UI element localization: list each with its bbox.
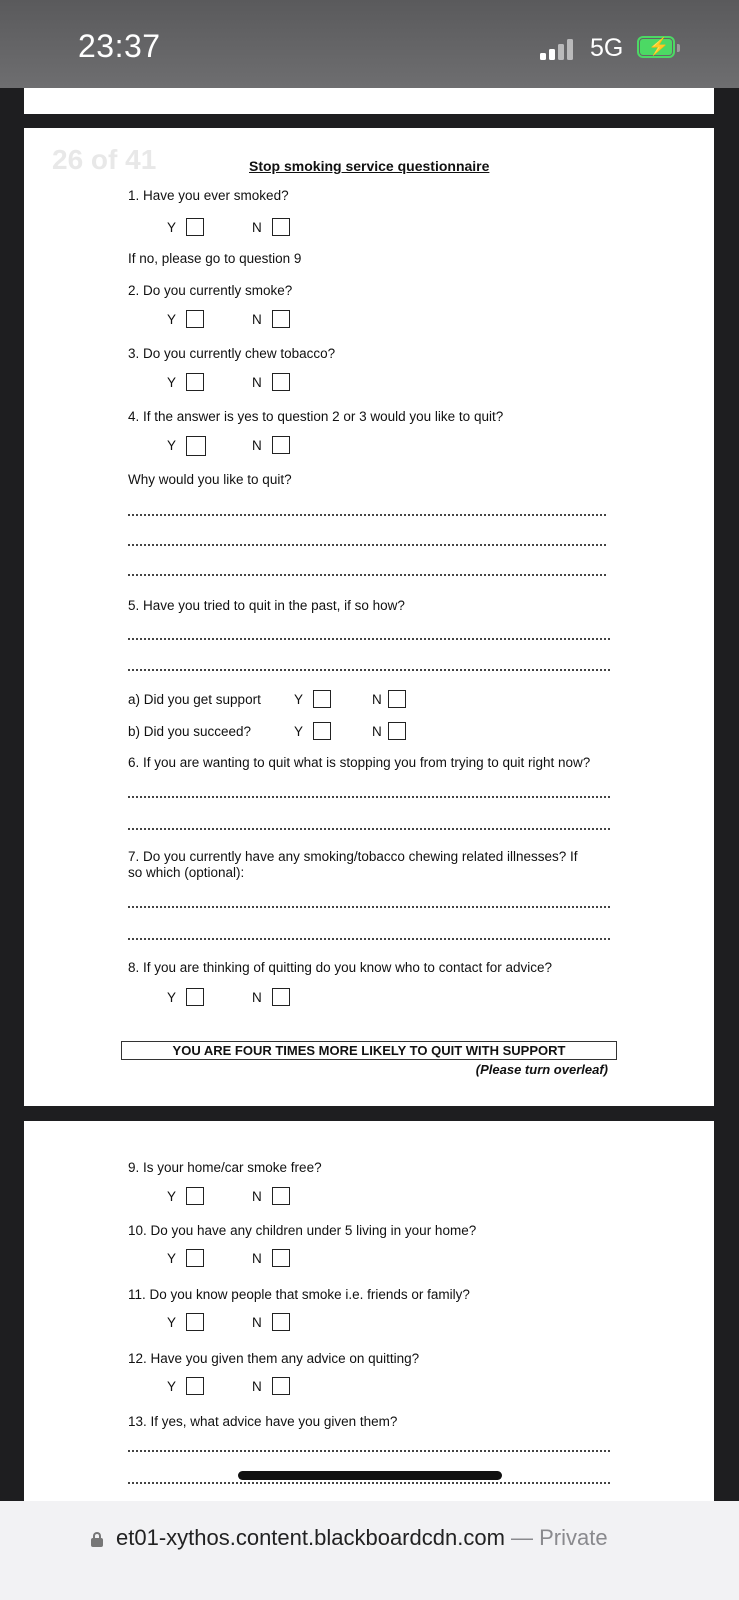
- question-6: 6. If you are wanting to quit what is stopping you from trying to quit right now?: [128, 755, 591, 770]
- lock-icon: [91, 1532, 103, 1546]
- question-9: 9. Is your home/car smoke free?: [128, 1160, 322, 1175]
- question-8: 8. If you are thinking of quitting do you know who to contact for advice?: [128, 960, 553, 975]
- answer-line[interactable]: [128, 1482, 610, 1484]
- private-mode-label: — Private: [511, 1525, 608, 1550]
- yes-label: Y: [167, 1189, 177, 1204]
- yes-label: Y: [294, 724, 304, 739]
- checkbox[interactable]: [186, 218, 204, 236]
- checkbox[interactable]: [272, 1187, 290, 1205]
- no-label: N: [252, 375, 262, 390]
- checkbox[interactable]: [313, 722, 331, 740]
- question-4-why: Why would you like to quit?: [128, 472, 292, 487]
- answer-line[interactable]: [128, 544, 606, 546]
- question-5: 5. Have you tried to quit in the past, if so how?: [128, 598, 405, 613]
- answer-line[interactable]: [128, 669, 610, 671]
- no-label: N: [252, 1315, 262, 1330]
- checkbox[interactable]: [186, 1187, 204, 1205]
- question-5b: b) Did you succeed?: [128, 724, 252, 739]
- checkbox[interactable]: [272, 988, 290, 1006]
- yes-label: Y: [167, 1251, 177, 1266]
- checkbox[interactable]: [272, 218, 290, 236]
- status-time: 23:37: [78, 28, 161, 64]
- checkbox[interactable]: [186, 1377, 204, 1395]
- checkbox[interactable]: [186, 436, 206, 456]
- question-12: 12. Have you given them any advice on quitting?: [128, 1351, 420, 1366]
- answer-line[interactable]: [128, 796, 610, 798]
- network-label: 5G: [590, 34, 624, 62]
- document-page-2: [24, 1121, 714, 1501]
- answer-line[interactable]: [128, 638, 610, 640]
- no-label: N: [252, 438, 262, 453]
- answer-line[interactable]: [128, 514, 606, 516]
- yes-label: Y: [167, 1379, 177, 1394]
- yes-label: Y: [167, 220, 177, 235]
- battery-charging-icon: ⚡: [637, 36, 681, 60]
- checkbox[interactable]: [272, 1313, 290, 1331]
- question-7-line2: so which (optional):: [128, 865, 245, 880]
- url-text[interactable]: [116, 1525, 608, 1551]
- question-10: 10. Do you have any children under 5 living in your home?: [128, 1223, 477, 1238]
- browser-address-bar[interactable]: [0, 1501, 739, 1600]
- no-label: N: [252, 220, 262, 235]
- checkbox[interactable]: [186, 1313, 204, 1331]
- page-counter: 26 of 41: [52, 144, 157, 175]
- question-1: 1. Have you ever smoked?: [128, 188, 289, 203]
- no-label: N: [252, 990, 262, 1005]
- checkbox[interactable]: [186, 373, 204, 391]
- question-13: 13. If yes, what advice have you given them?: [128, 1414, 398, 1429]
- checkbox[interactable]: [272, 436, 290, 454]
- no-label: N: [372, 692, 382, 707]
- answer-line[interactable]: [128, 574, 606, 576]
- support-banner: YOU ARE FOUR TIMES MORE LIKELY TO QUIT WITH SUPPORT: [121, 1041, 617, 1060]
- yes-label: Y: [167, 990, 177, 1005]
- answer-line[interactable]: [128, 906, 610, 908]
- question-1-note: If no, please go to question 9: [128, 251, 302, 266]
- previous-page-edge: [24, 88, 714, 114]
- answer-line[interactable]: [128, 1450, 610, 1452]
- home-indicator[interactable]: [238, 1471, 502, 1480]
- checkbox[interactable]: [272, 373, 290, 391]
- question-2: 2. Do you currently smoke?: [128, 283, 293, 298]
- checkbox[interactable]: [272, 310, 290, 328]
- question-5a: a) Did you get support: [128, 692, 261, 707]
- yes-label: Y: [167, 375, 177, 390]
- no-label: N: [372, 724, 382, 739]
- document-title: Stop smoking service questionnaire: [249, 158, 490, 174]
- no-label: N: [252, 1189, 262, 1204]
- no-label: N: [252, 1251, 262, 1266]
- yes-label: Y: [167, 312, 177, 327]
- yes-label: Y: [167, 1315, 177, 1330]
- checkbox[interactable]: [272, 1377, 290, 1395]
- no-label: N: [252, 1379, 262, 1394]
- turn-overleaf-note: (Please turn overleaf): [475, 1062, 608, 1077]
- answer-line[interactable]: [128, 828, 610, 830]
- url-domain: et01-xythos.content.blackboardcdn.com: [116, 1525, 505, 1550]
- question-11: 11. Do you know people that smoke i.e. friends or family?: [128, 1287, 470, 1302]
- status-bar: [0, 0, 739, 88]
- checkbox[interactable]: [388, 690, 406, 708]
- question-3: 3. Do you currently chew tobacco?: [128, 346, 336, 361]
- signal-icon: [540, 38, 576, 60]
- question-7-line1: 7. Do you currently have any smoking/tobacco chewing related illnesses? If: [128, 849, 578, 864]
- question-7: [128, 849, 578, 881]
- no-label: N: [252, 312, 262, 327]
- checkbox[interactable]: [186, 1249, 204, 1267]
- answer-line[interactable]: [128, 938, 610, 940]
- document-page: [24, 128, 714, 1106]
- checkbox[interactable]: [388, 722, 406, 740]
- yes-label: Y: [167, 438, 177, 453]
- checkbox[interactable]: [186, 310, 204, 328]
- checkbox[interactable]: [272, 1249, 290, 1267]
- checkbox[interactable]: [186, 988, 204, 1006]
- question-4: 4. If the answer is yes to question 2 or 3 would you like to quit?: [128, 409, 504, 424]
- yes-label: Y: [294, 692, 304, 707]
- checkbox[interactable]: [313, 690, 331, 708]
